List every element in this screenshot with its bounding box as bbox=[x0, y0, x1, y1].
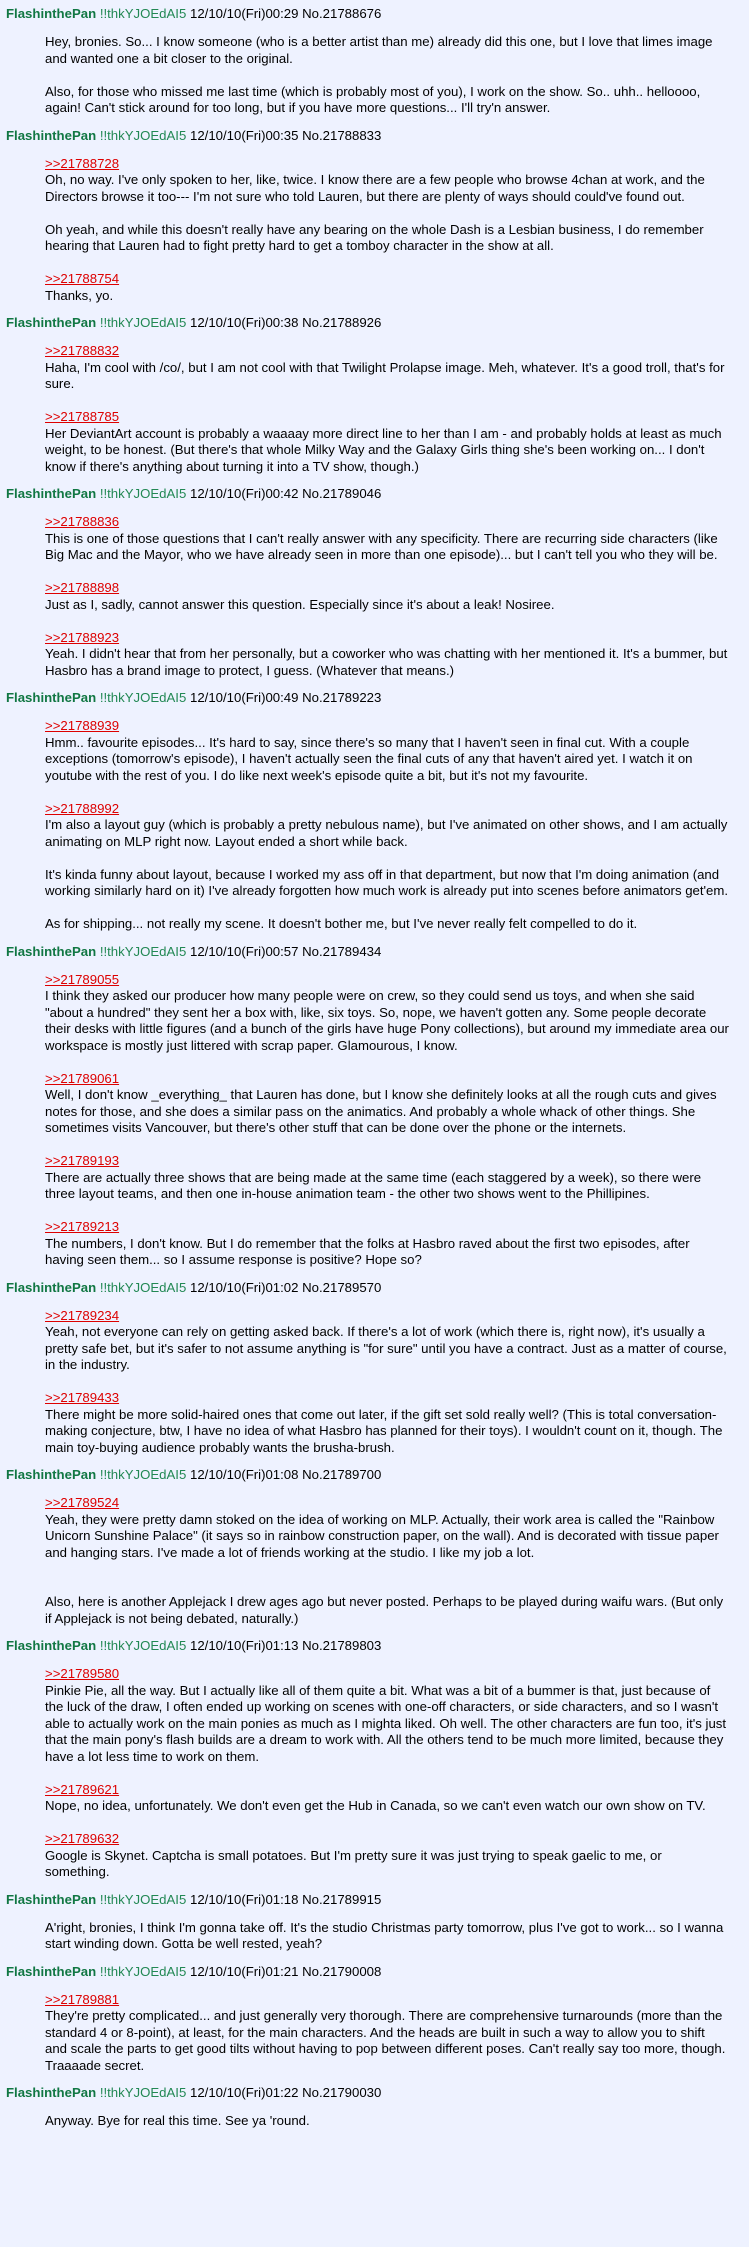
quote-link[interactable]: >>21788923 bbox=[45, 629, 120, 645]
post-datetime: 12/10/10(Fri)00:57 bbox=[189, 943, 299, 959]
post-text: As for shipping... not really my scene. It doesn't bother me, but I've never really felt compelled to do it. bbox=[45, 916, 638, 931]
post-number[interactable]: No.21788926 bbox=[302, 315, 382, 330]
post-number[interactable]: No.21789223 bbox=[302, 690, 382, 705]
quote-link[interactable]: >>21789580 bbox=[45, 1666, 120, 1681]
post-number[interactable]: No.21789915 bbox=[302, 1891, 382, 1907]
post-number[interactable]: No.21788833 bbox=[302, 127, 382, 143]
post-text: Thanks, yo. bbox=[45, 287, 114, 303]
tripcode: !!thkYJOEdAI5 bbox=[99, 690, 187, 705]
reply-segment bbox=[45, 514, 729, 564]
reply-segment bbox=[45, 271, 729, 304]
post-21789803 bbox=[0, 1637, 749, 1887]
post-text: Hmm.. favourite episodes... It's hard to say, since there's so many that I haven't seen in final cut. With a couple exceptions (tomorrow's episode), I haven't actually seen the final cuts of any that haven't aired yet. I watch it on youtube with the rest of you. I do like next week's episode quite a bit, but it's not my favourite. bbox=[45, 734, 693, 783]
post-text: Google is Skynet. Captcha is small potatoes. But I'm pretty sure it was just trying to speak gaelic to me, or something. bbox=[45, 1847, 662, 1879]
reply-segment bbox=[45, 1219, 729, 1269]
quote-link[interactable]: >>21788939 bbox=[45, 718, 120, 733]
post-body bbox=[0, 1909, 749, 1959]
tripcode: !!thkYJOEdAI5 bbox=[99, 1638, 187, 1653]
reply-segment bbox=[45, 1920, 729, 1953]
reply-segment bbox=[45, 801, 729, 933]
tripcode: !!thkYJOEdAI5 bbox=[99, 2085, 187, 2100]
post-text: Well, I don't know _everything_ that Lauren has done, but I know she definitely looks at all the rough cuts and gives notes for those, and she does a similar pass on the animatics. And probably a whole whack of other things. She sometimes visits Vancouver, but there's other stuff that can be done over the phone or the internets. bbox=[45, 1087, 717, 1135]
post-text: This is one of those questions that I can't really answer with any specificity. There are recurring side characters (like Big Mac and the Mayor, who we have already seen in more than one episode)... but I can't tell you who they will be. bbox=[45, 530, 718, 562]
post-21790030 bbox=[0, 2084, 749, 2136]
post-text: Also, here is another Applejack I drew ages ago but never posted. Perhaps to be played during waifu wars. (But only if Applejack is not being debated, naturally.) bbox=[45, 1594, 724, 1626]
tripcode: !!thkYJOEdAI5 bbox=[99, 1279, 187, 1295]
post-header bbox=[0, 127, 749, 145]
poster-name: FlashinthePan bbox=[6, 2085, 97, 2100]
quote-link[interactable]: >>21789213 bbox=[45, 1219, 120, 1234]
post-datetime: 12/10/10(Fri)00:49 bbox=[189, 690, 299, 705]
post-body bbox=[0, 145, 749, 311]
poster-name: FlashinthePan bbox=[6, 1279, 97, 1295]
post-number[interactable]: No.21789046 bbox=[302, 486, 382, 501]
post-header bbox=[0, 1963, 749, 1981]
post-body bbox=[0, 707, 749, 939]
post-21789915 bbox=[0, 1891, 749, 1959]
post-text: Yeah, not everyone can rely on getting asked back. If there's a lot of work (which there is, right now), it's usually a pretty safe bet, but it's safer to not assume anything is "for sure" until you have a contract. Just as a matter of course, in the industry. bbox=[45, 1324, 727, 1372]
post-text: Anyway. Bye for real this time. See ya 'round. bbox=[45, 2113, 310, 2128]
post-header bbox=[0, 1466, 749, 1484]
post-header bbox=[0, 689, 749, 707]
post-number[interactable]: No.21789700 bbox=[302, 1467, 382, 1482]
quote-link[interactable]: >>21789621 bbox=[45, 1781, 120, 1797]
quote-link[interactable]: >>21788836 bbox=[45, 514, 120, 529]
poster-name: FlashinthePan bbox=[6, 1891, 97, 1907]
post-21789046 bbox=[0, 485, 749, 685]
post-body bbox=[0, 23, 749, 123]
post-body bbox=[0, 1655, 749, 1887]
poster-name: FlashinthePan bbox=[6, 315, 97, 330]
quote-link[interactable]: >>21788898 bbox=[45, 580, 120, 595]
quote-link[interactable]: >>21789234 bbox=[45, 1307, 120, 1323]
post-body bbox=[0, 503, 749, 685]
quote-link[interactable]: >>21789055 bbox=[45, 971, 120, 987]
quote-link[interactable]: >>21789061 bbox=[45, 1070, 120, 1086]
reply-segment bbox=[45, 718, 729, 784]
quote-link[interactable]: >>21788832 bbox=[45, 343, 120, 358]
post-21788833 bbox=[0, 127, 749, 311]
poster-name: FlashinthePan bbox=[6, 1467, 97, 1482]
post-text: There are actually three shows that are being made at the same time (each staggered by a week), so there were three layout teams, and then one in-house animation team - the other two shows went to the Phillipines. bbox=[45, 1169, 702, 1201]
post-text: Yeah. I didn't hear that from her personally, but a coworker who was chatting with her mentioned it. It's a bummer, but Hasbro has a brand image to protect, I guess. (Whatever that means.) bbox=[45, 646, 728, 678]
quote-link[interactable]: >>21789524 bbox=[45, 1495, 120, 1510]
tripcode: !!thkYJOEdAI5 bbox=[99, 943, 187, 959]
quote-link[interactable]: >>21789193 bbox=[45, 1153, 120, 1168]
post-number[interactable]: No.21788676 bbox=[302, 6, 382, 21]
poster-name: FlashinthePan bbox=[6, 1638, 97, 1653]
post-body bbox=[0, 2102, 749, 2136]
post-datetime: 12/10/10(Fri)01:02 bbox=[189, 1279, 299, 1295]
post-text: Nope, no idea, unfortunately. We don't even get the Hub in Canada, so we can't even watch our own show on TV. bbox=[45, 1798, 706, 1813]
post-header bbox=[0, 1891, 749, 1909]
post-text: Also, for those who missed me last time (which is probably most of you), I work on the show. So.. uhh.. helloooo, again! Can't stick around for too long, but if you have more questions... I'll try'n answer. bbox=[45, 83, 701, 115]
quote-link[interactable]: >>21788785 bbox=[45, 409, 120, 424]
post-text: I think they asked our producer how many people were on crew, so they could send us toys, and when she said "about a hundred" they sent her a box with, like, six toys. So, nope, we haven't gotten any. Some people decorate their desks with little figures (and a bunch of the girls have huge Pony collections), but around my immediate area our workspace is mostly just littered with scrap paper. Glamourous, I know. bbox=[45, 988, 729, 1053]
post-header bbox=[0, 314, 749, 332]
post-21789223 bbox=[0, 689, 749, 939]
post-text: I'm also a layout guy (which is probably a pretty nebulous name), but I've animated on other shows, and I am actually animating on MLP right now. Layout ended a short while back. bbox=[45, 817, 728, 849]
tripcode: !!thkYJOEdAI5 bbox=[99, 6, 187, 21]
poster-name: FlashinthePan bbox=[6, 486, 97, 501]
tripcode: !!thkYJOEdAI5 bbox=[99, 486, 187, 501]
post-datetime: 12/10/10(Fri)01:21 bbox=[189, 1963, 299, 1979]
post-text: Pinkie Pie, all the way. But I actually like all of them quite a bit. What was a bit of a bummer is that, just because of the luck of the draw, I often ended up working on scenes with one-off characters, or side characters, and so I wasn't able to actually work on the main ponies as much as I mighta liked. Oh well. The other characters are fun too, it's just that the main pony's flash builds are a dream to work with. All the others tend to be much more limited, because they have a lot less time to work on them. bbox=[45, 1682, 727, 1764]
reply-segment bbox=[45, 409, 729, 475]
quote-link[interactable]: >>21789632 bbox=[45, 1831, 120, 1846]
post-header bbox=[0, 485, 749, 503]
quote-link[interactable]: >>21788992 bbox=[45, 800, 120, 816]
reply-segment bbox=[45, 1071, 729, 1137]
reply-segment bbox=[45, 343, 729, 393]
post-21788676 bbox=[0, 5, 749, 123]
post-body bbox=[0, 1297, 749, 1463]
poster-name: FlashinthePan bbox=[6, 6, 97, 21]
post-21789570 bbox=[0, 1279, 749, 1463]
post-text: Hey, bronies. So... I know someone (who is a better artist than me) already did this one, but I love that limes image and wanted one a bit closer to the original. bbox=[45, 34, 713, 66]
quote-link[interactable]: >>21789881 bbox=[45, 1991, 120, 2007]
tripcode: !!thkYJOEdAI5 bbox=[99, 1963, 187, 1979]
reply-segment bbox=[45, 1153, 729, 1203]
tripcode: !!thkYJOEdAI5 bbox=[99, 315, 187, 330]
post-datetime: 12/10/10(Fri)01:18 bbox=[189, 1891, 299, 1907]
post-number[interactable]: No.21789803 bbox=[302, 1638, 382, 1653]
reply-segment bbox=[45, 156, 729, 255]
quote-link[interactable]: >>21789433 bbox=[45, 1390, 120, 1405]
post-datetime: 12/10/10(Fri)00:42 bbox=[189, 486, 299, 501]
post-text: Haha, I'm cool with /co/, but I am not cool with that Twilight Prolapse image. Meh, whatever. It's a good troll, that's for sure. bbox=[45, 359, 725, 391]
tripcode: !!thkYJOEdAI5 bbox=[99, 1467, 187, 1482]
post-21789434 bbox=[0, 943, 749, 1275]
poster-name: FlashinthePan bbox=[6, 943, 97, 959]
tripcode: !!thkYJOEdAI5 bbox=[99, 127, 187, 143]
post-datetime: 12/10/10(Fri)00:29 bbox=[189, 6, 299, 21]
post-datetime: 12/10/10(Fri)01:13 bbox=[189, 1638, 299, 1653]
reply-segment bbox=[45, 1992, 729, 2075]
post-body bbox=[0, 1484, 749, 1633]
reply-segment bbox=[45, 1831, 729, 1881]
post-body bbox=[0, 961, 749, 1275]
reply-segment bbox=[45, 972, 729, 1055]
reply-segment bbox=[45, 630, 729, 680]
post-text: There might be more solid-haired ones that come out later, if the gift set sold really well? (This is total conversation-making conjecture, btw, I have no idea of what Hasbro has planned for their toys). I wouldn't count on it, though. The main toy-buying audience probably wants the brusha-brush. bbox=[45, 1406, 723, 1455]
post-header bbox=[0, 5, 749, 23]
post-text: Her DeviantArt account is probably a waaaay more direct line to her than I am - and probably holds at least as much weight, to be honest. (But there's that whole Milky Way and the Galaxy Girls thing she's been working on... I don't know if there's anything about turning it into a TV show, though.) bbox=[45, 425, 722, 474]
post-datetime: 12/10/10(Fri)00:38 bbox=[189, 315, 299, 330]
post-header bbox=[0, 1279, 749, 1297]
post-21788926 bbox=[0, 314, 749, 481]
post-text: Oh yeah, and while this doesn't really have any bearing on the whole Dash is a Lesbian business, I do remember hearing that Lauren had to fight pretty hard to get a tomboy character in the show at all. bbox=[45, 221, 704, 253]
post-text: Just as I, sadly, cannot answer this question. Especially since it's about a leak! Nosiree. bbox=[45, 596, 555, 612]
post-header bbox=[0, 1637, 749, 1655]
tripcode: !!thkYJOEdAI5 bbox=[99, 1891, 187, 1907]
post-datetime: 12/10/10(Fri)01:08 bbox=[189, 1467, 299, 1482]
reply-segment bbox=[45, 1308, 729, 1374]
post-body bbox=[0, 1981, 749, 2081]
post-header bbox=[0, 943, 749, 961]
post-datetime: 12/10/10(Fri)01:22 bbox=[189, 2085, 299, 2100]
post-text: They're pretty complicated... and just generally very thorough. There are comprehensive turnarounds (more than the standard 4 or 8-point), at least, for the main characters. And the heads are built in such a way to allow you to shift and scale the parts to get good tilts without having to pop between different poses. Can't really say too more, though. Traaaade secret. bbox=[45, 2008, 726, 2073]
reply-segment bbox=[45, 2113, 729, 2130]
quote-link[interactable]: >>21788754 bbox=[45, 271, 120, 286]
post-body bbox=[0, 332, 749, 481]
reply-segment bbox=[45, 580, 729, 613]
post-text: Yeah, they were pretty damn stoked on the idea of working on MLP. Actually, their work area is called the "Rainbow Unicorn Sunshine Palace" (it says so in rainbow construction paper, on the wall). And is decorated with tissue paper and hanging stars. I've made a lot of friends working at the studio. I like my job a lot. bbox=[45, 1511, 719, 1560]
post-number[interactable]: No.21789570 bbox=[302, 1279, 382, 1295]
reply-segment bbox=[45, 1390, 729, 1456]
post-text: Oh, no way. I've only spoken to her, like, twice. I know there are a few people who browse 4chan at work, and the Directors browse it too--- I'm not sure who told Lauren, but there are plenty of ways should could've found out. bbox=[45, 172, 705, 204]
poster-name: FlashinthePan bbox=[6, 127, 97, 143]
post-number[interactable]: No.21790030 bbox=[302, 2085, 382, 2100]
post-text: It's kinda funny about layout, because I worked my ass off in that department, but now that I'm doing animation (and working similarly hard on it) I've already forgotten how much work is already put into scenes before animators get'em. bbox=[45, 866, 729, 898]
post-21790008 bbox=[0, 1963, 749, 2081]
reply-segment bbox=[45, 34, 729, 117]
reply-segment bbox=[45, 1782, 729, 1815]
poster-name: FlashinthePan bbox=[6, 690, 97, 705]
post-number[interactable]: No.21790008 bbox=[302, 1963, 382, 1979]
post-header bbox=[0, 2084, 749, 2102]
post-text: The numbers, I don't know. But I do remember that the folks at Hasbro raved about the first two episodes, after having seen them... so I assume response is positive? Hope so? bbox=[45, 1235, 690, 1267]
post-text: A'right, bronies, I think I'm gonna take off. It's the studio Christmas party tomorrow, plus I've got to work... so I wanna start winding down. Gotta be well rested, yeah? bbox=[45, 1919, 724, 1951]
post-21789700 bbox=[0, 1466, 749, 1633]
quote-link[interactable]: >>21788728 bbox=[45, 155, 120, 171]
poster-name: FlashinthePan bbox=[6, 1963, 97, 1979]
reply-segment bbox=[45, 1495, 729, 1627]
post-number[interactable]: No.21789434 bbox=[302, 943, 382, 959]
reply-segment bbox=[45, 1666, 729, 1765]
post-datetime: 12/10/10(Fri)00:35 bbox=[189, 127, 299, 143]
